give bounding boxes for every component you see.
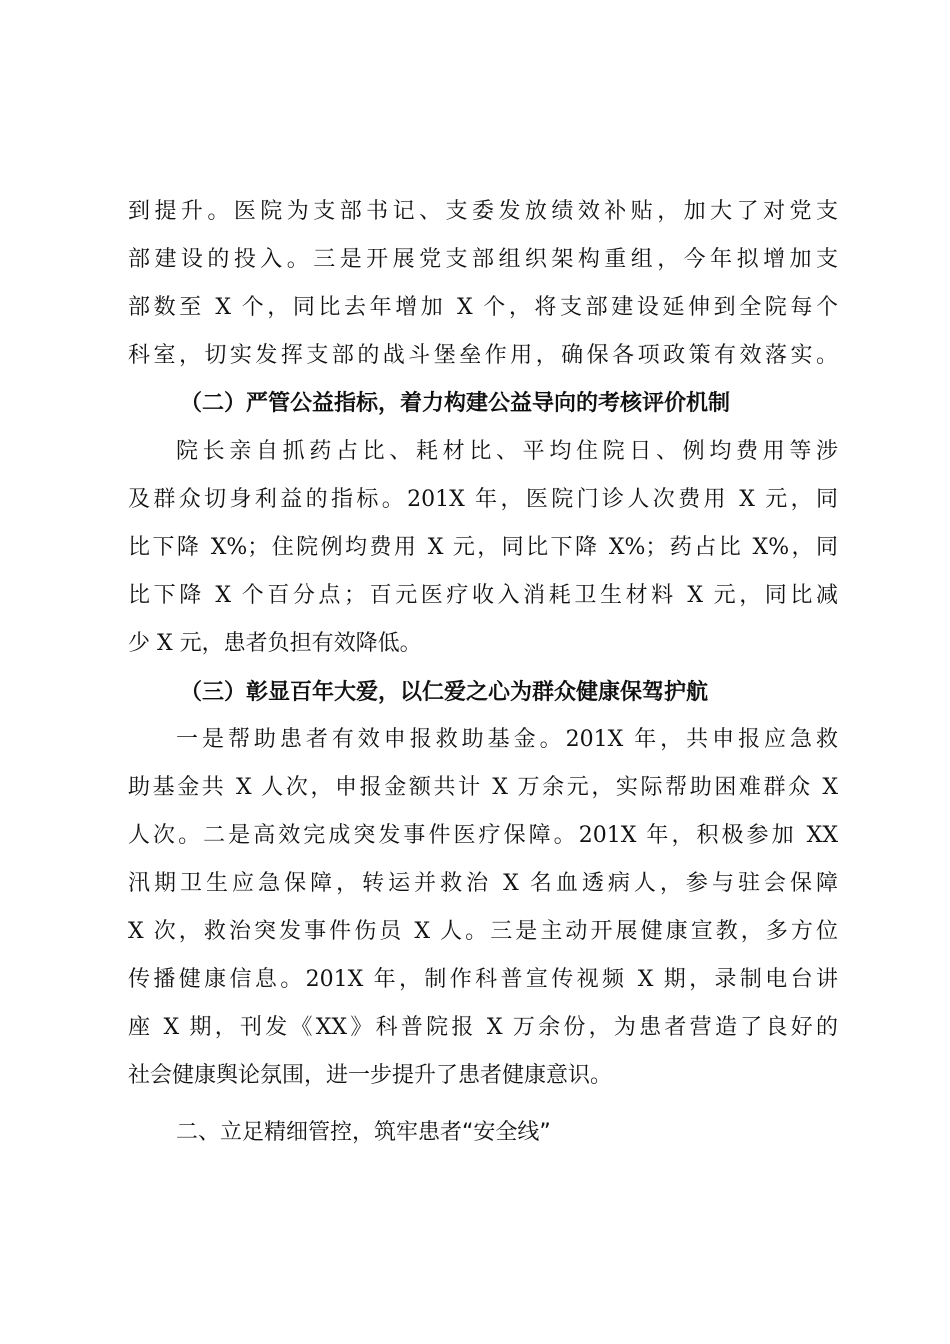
section-2-heading: （二）严管公益指标，着力构建公益导向的考核评价机制 bbox=[180, 390, 731, 416]
intro-line-2: 部建设的投入。三是开展党支部组织架构重组，今年拟增加支 bbox=[128, 247, 838, 272]
section-2-line-3: 比下降 X%；住院例均费用 X 元，同比下降 X%；药占比 X%，同 bbox=[128, 535, 838, 560]
section-3-line-4: 汛期卫生应急保障，转运并救治 X 名血透病人，参与驻会保障 bbox=[128, 871, 838, 896]
section-3-line-5: X 次，救治突发事件伤员 X 人。三是主动开展健康宣教，多方位 bbox=[128, 919, 838, 944]
section-2-line-5: 少 X 元，患者负担有效降低。 bbox=[128, 631, 422, 656]
intro-line-1: 到提升。医院为支部书记、支委发放绩效补贴，加大了对党支 bbox=[128, 199, 838, 224]
part-2-heading: 二、立足精细管控，筑牢患者“安全线” bbox=[176, 1120, 551, 1145]
section-3-line-2: 助基金共 X 人次，申报金额共计 X 万余元，实际帮助困难群众 X bbox=[128, 775, 838, 800]
section-3-line-7: 座 X 期，刊发《XX》科普院报 X 万余份，为患者营造了良好的 bbox=[128, 1015, 838, 1040]
section-3-line-6: 传播健康信息。201X 年，制作科普宣传视频 X 期，录制电台讲 bbox=[128, 967, 838, 992]
section-2-line-4: 比下降 X 个百分点；百元医疗收入消耗卫生材料 X 元，同比减 bbox=[128, 583, 838, 608]
section-2-line-1: 院长亲自抓药占比、耗材比、平均住院日、例均费用等涉 bbox=[176, 439, 838, 464]
intro-line-3: 部数至 X 个，同比去年增加 X 个，将支部建设延伸到全院每个 bbox=[128, 295, 838, 320]
section-3-line-3: 人次。二是高效完成突发事件医疗保障。201X 年，积极参加 XX bbox=[128, 823, 838, 848]
section-3-line-8: 社会健康舆论氛围，进一步提升了患者健康意识。 bbox=[128, 1063, 613, 1088]
intro-line-4: 科室，切实发挥支部的战斗堡垒作用，确保各项政策有效落实。 bbox=[128, 343, 838, 368]
section-2-line-2: 及群众切身利益的指标。201X 年，医院门诊人次费用 X 元，同 bbox=[128, 487, 838, 512]
section-3-heading: （三）彰显百年大爱，以仁爱之心为群众健康保驾护航 bbox=[180, 679, 709, 705]
section-3-line-1: 一是帮助患者有效申报救助基金。201X 年，共申报应急救 bbox=[176, 727, 838, 752]
